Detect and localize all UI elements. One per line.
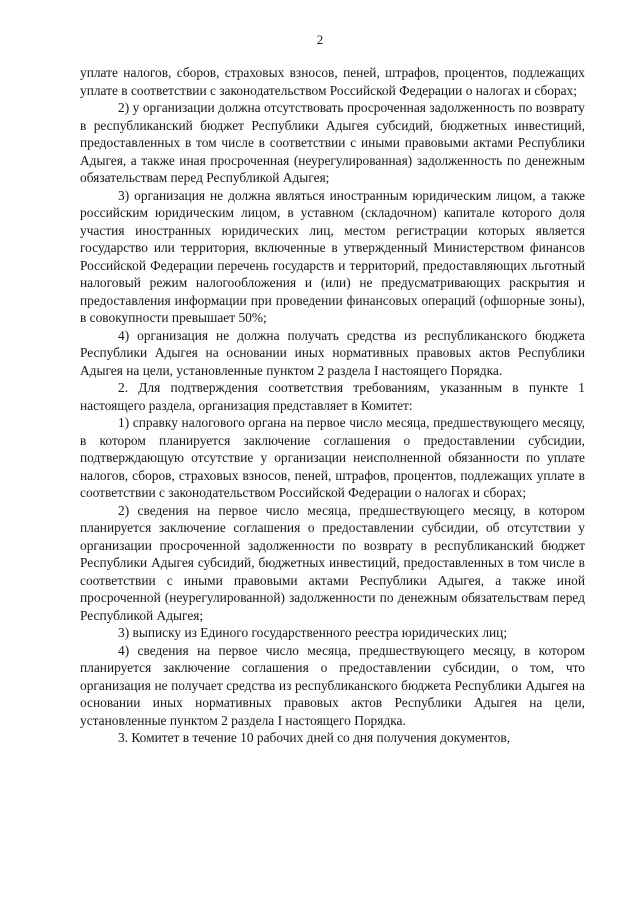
document-body bbox=[80, 64, 585, 747]
paragraph: 4) сведения на первое число месяца, предшествующего месяцу, в котором планируется заключение соглашения о предоставлении субсидии, о том, что организация не получает средства из республиканского бюджета Республики Адыгея на основании иных нормативных правовых актов Республики Адыгея на цели, установленные пунктом 2 раздела I настоящего Порядка. bbox=[80, 642, 585, 728]
paragraph: 2) сведения на первое число месяца, предшествующего месяцу, в котором планируется заключение соглашения о предоставлении субсидии, об отсутствии у организации просроченной задолженности по возврату в республиканский бюджет Республики Адыгея субсидий, бюджетных инвестиций, предоставленных в том числе в соответствии с иными правовыми актами Республики Адыгея, а также иной просроченной (неурегулированной) задолженности по денежным обязательствам перед Республикой Адыгея; bbox=[80, 502, 585, 623]
paragraph: 4) организация не должна получать средства из республиканского бюджета Республики Адыгея на основании иных нормативных правовых актов Республики Адыгея на цели, установленные пунктом 2 раздела I настоящего Порядка. bbox=[80, 327, 585, 378]
paragraph: 2) у организации должна отсутствовать просроченная задолженность по возврату в республиканский бюджет Республики Адыгея субсидий, бюджетных инвестиций, предоставленных в том числе в соответствии с иными правовыми актами Республики Адыгея, а также иная просроченная (неурегулированная) задолженность по денежным обязательствам перед Республикой Адыгея; bbox=[80, 100, 585, 185]
page-number: 2 bbox=[316, 32, 324, 47]
paragraph: 3. Комитет в течение 10 рабочих дней со дня получения документов, bbox=[118, 730, 511, 745]
paragraph: 3) выписку из Единого государственного реестра юридических лиц; bbox=[118, 625, 508, 640]
paragraph: уплате налогов, сборов, страховых взносов, пеней, штрафов, процентов, подлежащих уплате в соответствии с законодательством Российской Федерации о налогах и сборах; bbox=[80, 65, 585, 98]
paragraph: 1) справку налогового органа на первое число месяца, предшествующего месяцу, в котором планируется заключение соглашения о предоставлении субсидии, подтверждающую отсутствие у организации неисполненной обязанности по уплате налогов, сборов, страховых взносов, пеней, штрафов, процентов, подлежащих уплате в соответствии с законодательством Российской Федерации о налогах и сборах; bbox=[80, 415, 585, 500]
paragraph: 2. Для подтверждения соответствия требованиям, указанным в пункте 1 настоящего раздела, организация представляет в Комитет: bbox=[80, 380, 585, 413]
paragraph: 3) организация не должна являться иностранным юридическим лицом, а также российским юридическим лицом, в уставном (складочном) капитале которого доля участия иностранных юридических лиц, местом регистрации которых является государство или территория, включенные в утвержденный Министерством финансов Российской Федерации перечень государств и территорий, предоставляющих льготный налоговый режим налогообложения и (или) не предусматривающих раскрытия и предоставления информации при проведении финансовых операций (офшорные зоны), в совокупности превышает 50%; bbox=[80, 187, 585, 325]
